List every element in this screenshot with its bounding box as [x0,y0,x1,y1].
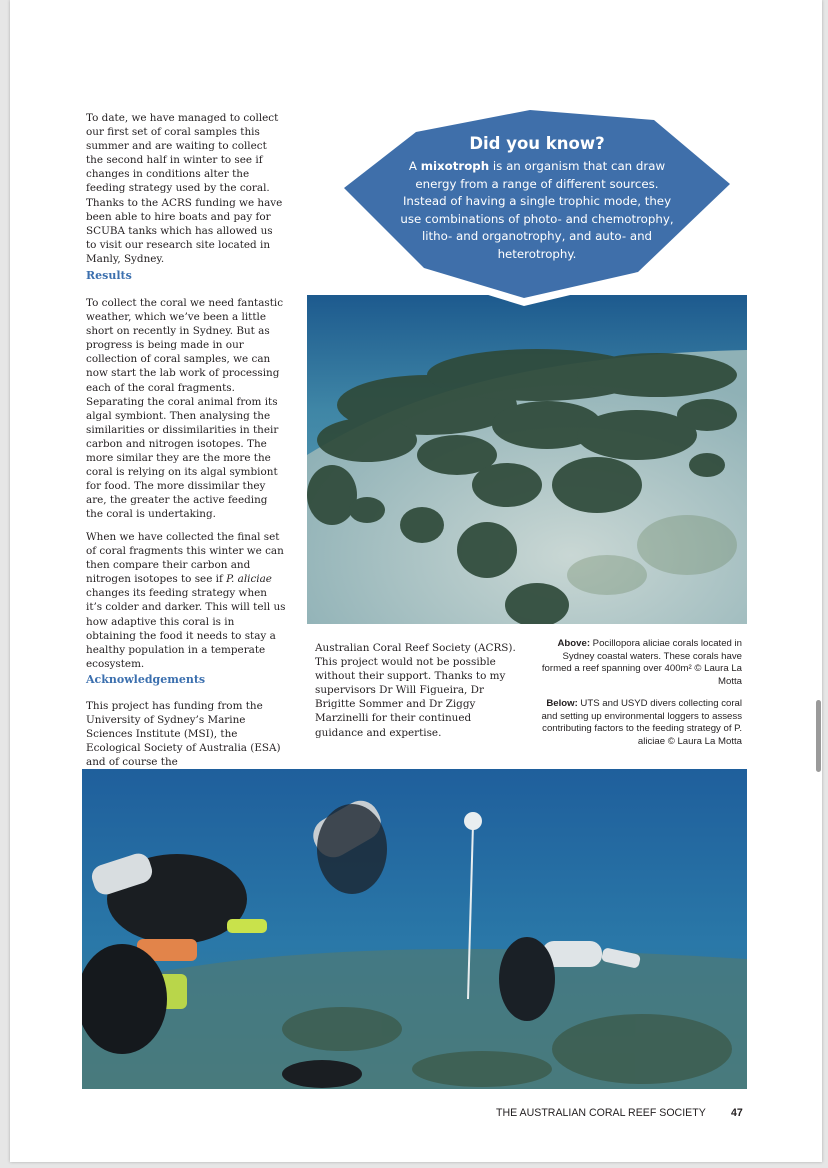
below-caption: Below: UTS and USYD divers collecting coral and setting up environmental loggers to assess contributing factors to the feeding strategy of P. aliciae © Laura La Motta [541,698,742,747]
page-number: 47 [731,1107,743,1119]
intro-paragraph: To date, we have managed to collect our first set of coral samples this summer and are waiting to collect the second half in winter to see if changes in conditions alter the feeding strategy used by the coral. Thanks to the ACRS funding we have been able to hire boats and pay for SCUBA tanks which has allowed us to visit our research site located in Manly, Sydney. [86,112,283,265]
footer-society-name: THE AUSTRALIAN CORAL REEF SOCIETY [496,1107,706,1119]
callout-title: Did you know? [469,134,605,153]
results-paragraph-2: When we have collected the final set of coral fragments this winter we can then compare their carbon and nitrogen isotopes to see if P. aliciae changes its feeding strategy when it’s colder and darker. This will tell us how adaptive this coral is in obtaining the food it needs to stay a healthy population in a temperate ecosystem. [86,531,286,670]
above-caption: Above: Pocillopora aliciae corals located in Sydney coastal waters. These corals have formed a reef spanning over 400m² © Laura La Motta [541,638,742,687]
divers-image [82,769,747,1089]
results-heading: Results [86,269,132,282]
coral-reef-image [307,295,747,624]
did-you-know-callout [332,100,742,310]
divers-photo [82,769,747,1089]
acknowledgements-paragraph-1: This project has funding from the University of Sydney’s Marine Sciences Institute (MSI), the Ecological Society of Australia (ESA) and of course the [86,700,281,769]
mixotroph-term: mixotroph [420,159,490,173]
results-paragraph-1: To collect the coral we need fantastic weather, which we’ve been a little short on recently in Sydney. But as progress is being made in our collection of coral samples, we can now start the lab work of processing each of the coral fragments. Separating the coral animal from its algal symbiont. Then analysing the similarities or dissimilarities in their carbon and nitrogen isotopes. The more similar they are the more the coral is relying on its algal symbiont for food. The more dissimilar they are, the greater the active feeding the coral is undertaking. [86,297,284,521]
callout-text: A mixotroph is an organism that can draw energy from a range of different sources. Instead of having a single trophic mode, they use combinations of photo- and chemotrophy, litho- and organotrophy, and auto- and heterotrophy. [400,159,674,261]
acknowledgements-paragraph-2: Australian Coral Reef Society (ACRS). This project would not be possible without their support. Thanks to my supervisors Dr Will Figueira, Dr Brigitte Sommer and Dr Ziggy Marzinelli for their continued guidance and expertise. [315,642,516,739]
species-name: P. aliciae [226,573,272,586]
coral-reef-photo [307,295,747,624]
acknowledgements-heading: Acknowledgements [86,673,206,686]
scrollbar-thumb[interactable] [816,700,821,772]
